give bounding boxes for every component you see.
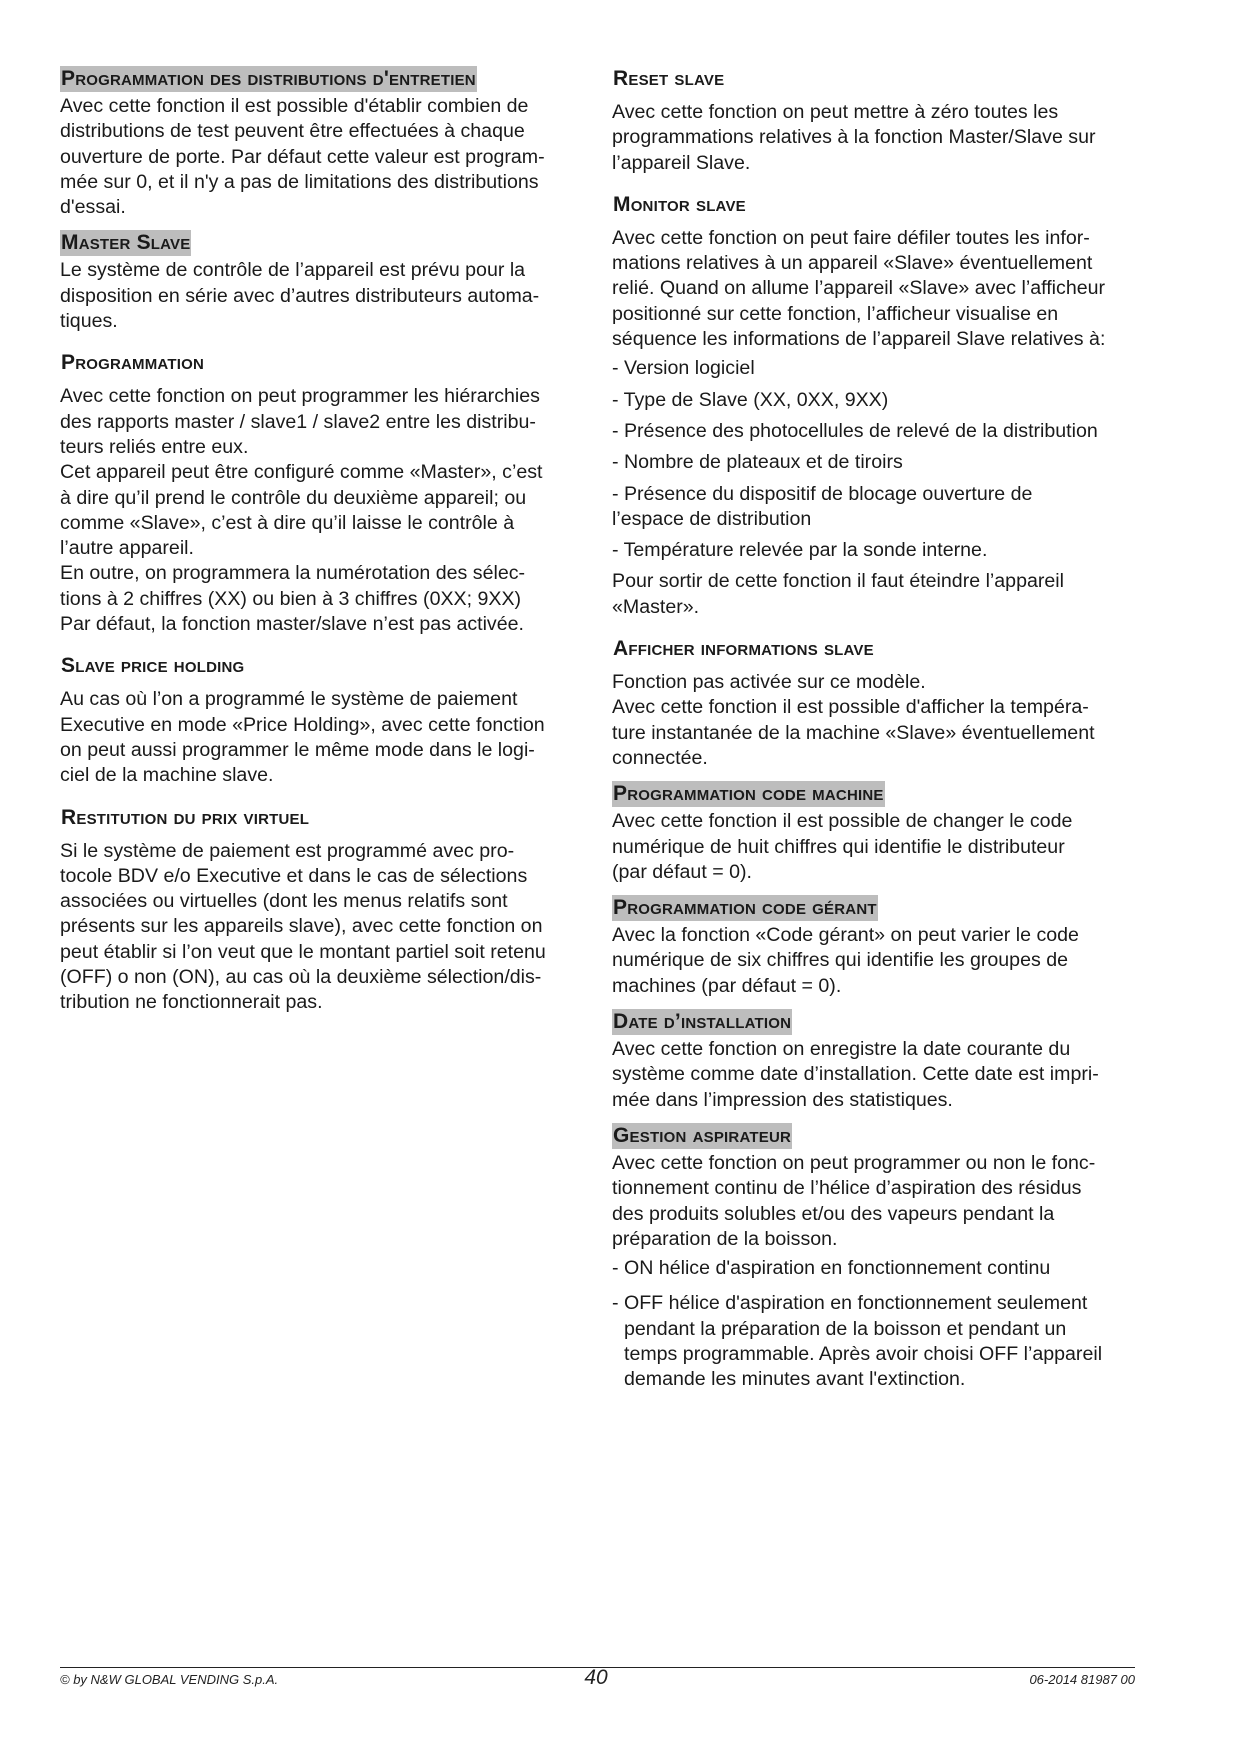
section-restitution-prix-virtuel (60, 805, 580, 1016)
section-programmation (60, 350, 580, 637)
section-reset-slave (612, 66, 1137, 176)
list-item: - Version logiciel (612, 357, 755, 380)
section-programmation-distributions-entretien (60, 66, 580, 220)
section-text: Avec cette fonction on peut programmer les hiérarchies des rapports master / slave1 / slave2 entre les distribu- teurs reliés entre eux. Cet appareil peut être configuré comme «Master», c’est à dire qu’il prend le contrôle du deuxième appareil; ou comme «Slave», c’est à dire qu’il laisse le contrôle à l’autre appareil. En outre, on programmera la numérotation des sélec- tions à 2 chiffres (XX) ou bien à 3 chiffres (0XX; 9XX) Par défaut, la fonction master/slave n’est pas activée. (60, 385, 543, 636)
section-text: Au cas où l’on a programmé le système de paiement Executive en mode «Price Holding», avec cette fonction on peut aussi programmer le même mode dans le logi- ciel de la machine slave. (60, 688, 545, 787)
aspirateur-list (612, 1256, 1137, 1392)
section-master-slave (60, 230, 580, 334)
section-heading: Reset slave (613, 67, 725, 90)
section-text: Avec cette fonction on peut mettre à zéro toutes les programmations relatives à la fonction Master/Slave sur l’appareil Slave. (612, 101, 1096, 174)
section-slave-price-holding (60, 653, 580, 788)
section-date-installation (612, 1009, 1137, 1113)
section-heading: Programmation (61, 351, 204, 375)
section-programmation-code-machine (612, 781, 1137, 885)
list-item: - ON hélice d'aspiration en fonctionnement continu (612, 1257, 1051, 1280)
list-item: - Présence du dispositif de blocage ouverture de l’espace de distribution (612, 482, 1033, 530)
section-heading: Programmation code gérant (613, 896, 877, 920)
section-heading: Master Slave (61, 231, 191, 255)
section-text: Pour sortir de cette fonction il faut éteindre l’appareil «Master». (612, 570, 1064, 618)
section-monitor-slave (612, 192, 1137, 620)
section-text: Fonction pas activée sur ce modèle. Avec cette fonction il est possible d'afficher la tempéra- ture instantanée de la machine «Slave» éventuellement connectée. (612, 671, 1095, 769)
section-text: Avec cette fonction il est possible d'établir combien de distributions de test peuvent être effectuées à chaque ouverture de porte. Par défaut cette valeur est program- mée sur 0, et il n'y a pas de limitations des distributions d'essai. (60, 95, 545, 219)
section-afficher-informations-slave (612, 636, 1137, 771)
footer-copyright: © by N&W GLOBAL VENDING S.p.A. (60, 1672, 279, 1687)
right-column (612, 66, 1137, 1399)
section-programmation-code-gerant (612, 895, 1137, 999)
section-heading: Programmation des distributions d'entretien (61, 67, 476, 90)
section-heading: Restitution du prix virtuel (61, 805, 310, 829)
section-text: Avec cette fonction on peut programmer ou non le fonc- tionnement continu de l’hélice d’aspiration des résidus des produits solubles et/ou des vapeurs pendant la préparation de la boisson. (612, 1151, 1096, 1250)
list-item: - OFF hélice d'aspiration en fonctionnement seulement pendant la préparation de la boisson et pendant un temps programmable. Après avoir choisi OFF l’appareil demande les minutes avant l'extinction. (612, 1292, 1103, 1391)
list-item: - Présence des photocellules de relevé de la distribution (612, 419, 1098, 442)
section-text: Avec la fonction «Code gérant» on peut varier le code numérique de six chiffres qui identifie les groupes de machines (par défaut = 0). (612, 924, 1079, 997)
section-heading: Programmation code machine (613, 782, 884, 806)
section-heading: Slave price holding (61, 654, 245, 678)
list-item: - Type de Slave (XX, 0XX, 9XX) (612, 388, 889, 411)
list-item: - Température relevée par la sonde interne. (612, 539, 988, 562)
monitor-slave-list (612, 356, 1137, 563)
left-column (60, 66, 580, 1016)
section-text: Avec cette fonction il est possible de changer le code numérique de huit chiffres qui identifie le distributeur (par défaut = 0). (612, 810, 1073, 883)
section-heading: Monitor slave (613, 192, 746, 216)
section-heading: Afficher informations slave (613, 637, 874, 661)
section-text: Le système de contrôle de l’appareil est prévu pour la disposition en série avec d’autres distributeurs automa- tiques. (60, 259, 540, 333)
section-text: Avec cette fonction on peut faire défiler toutes les infor- mations relatives à un appareil «Slave» éventuellement relié. Quand on allume l’appareil «Slave» avec l’afficheur positionné sur cette fonction, l’afficheur visualise en séquence les informations de l’appareil Slave relatives à: (612, 226, 1106, 351)
section-text: Si le système de paiement est programmé avec pro- tocole BDV e/o Executive et dans le cas de sélections associées ou virtuelles (dont les menus relatifs sont présents sur les appareils slave), avec cette fonction on peut établir si l’on veut que le montant partiel soit retenu (OFF) o non (ON), au cas où la deuxième sélection/dis- tribution ne fonctionnerait pas. (60, 839, 546, 1014)
section-heading: Gestion aspirateur (613, 1123, 792, 1147)
section-heading: Date d’installation (613, 1010, 792, 1034)
footer-doc-code: 06-2014 81987 00 (1029, 1672, 1135, 1687)
list-item: - Nombre de plateaux et de tiroirs (612, 451, 903, 474)
section-text: Avec cette fonction on enregistre la date courante du système comme date d’installation. Cette date est impri- mée dans l’impression des statistiques. (612, 1038, 1099, 1111)
section-gestion-aspirateur (612, 1123, 1137, 1393)
page-number: 40 (584, 1666, 608, 1689)
